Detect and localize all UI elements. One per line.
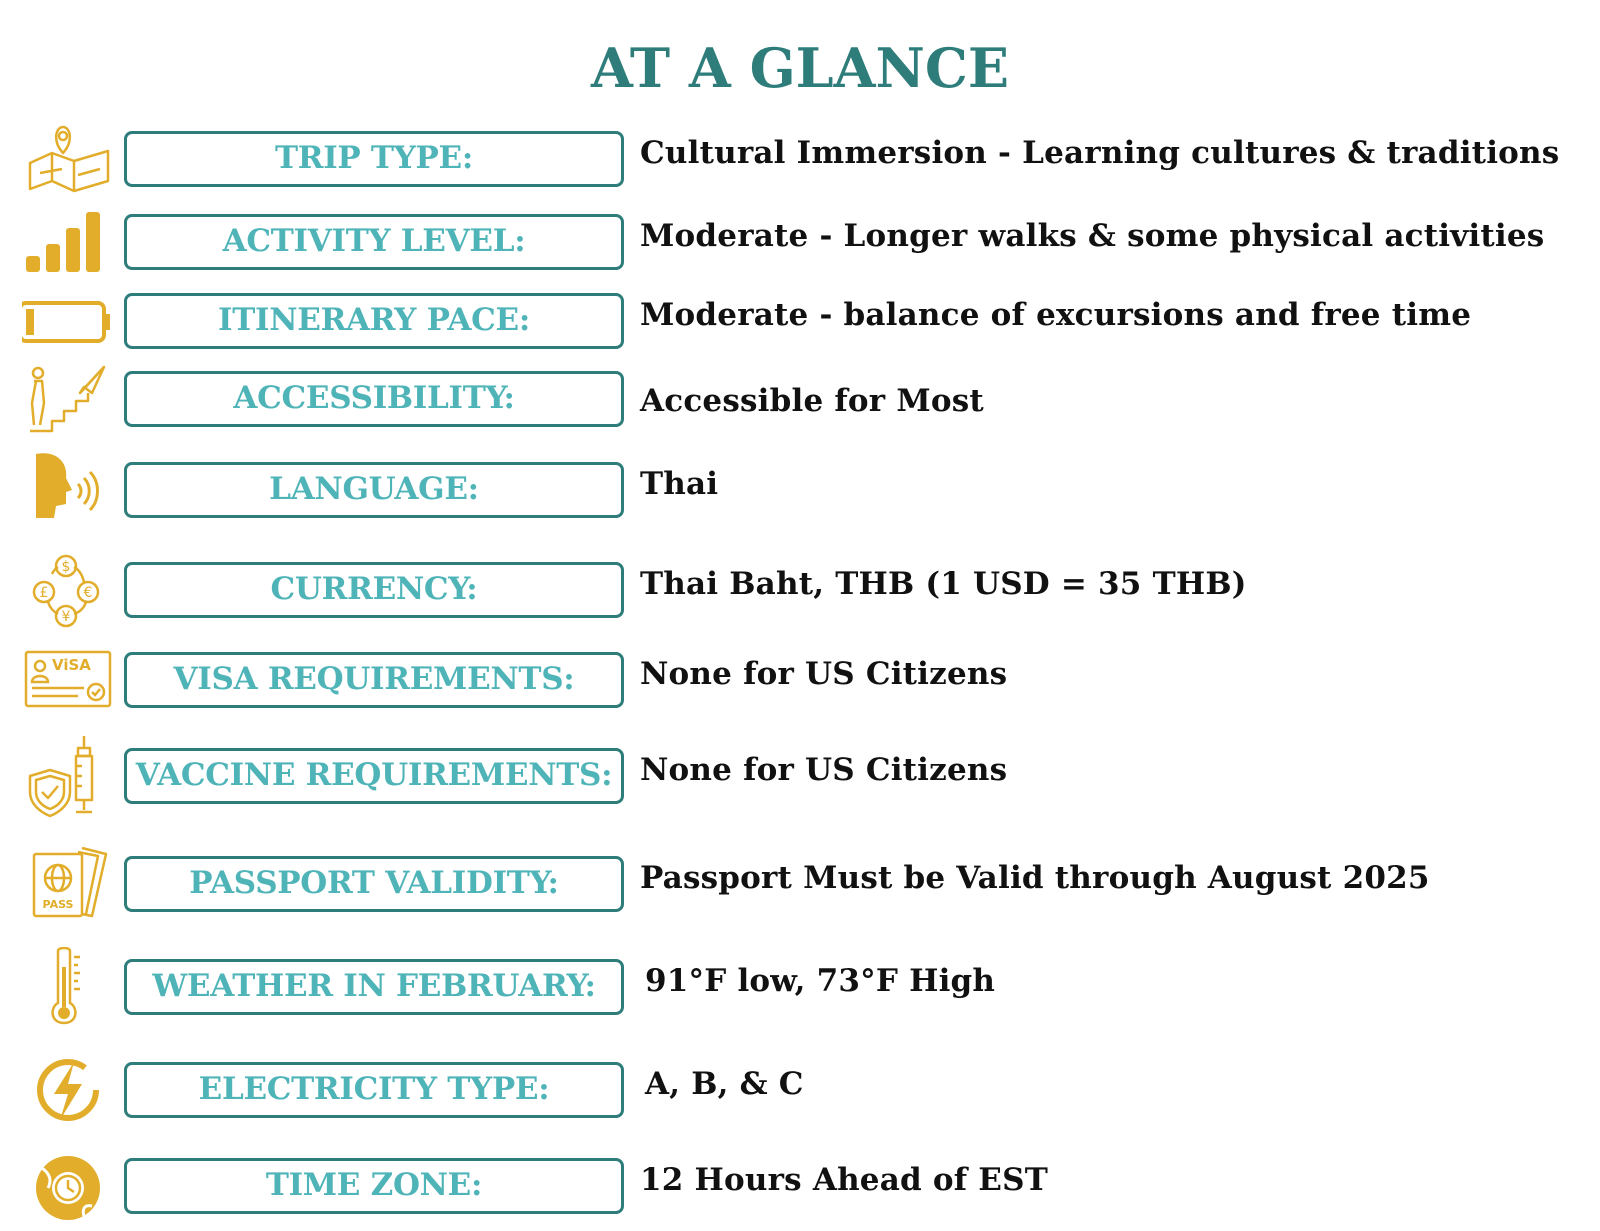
label-box (124, 131, 624, 187)
label-box (124, 293, 624, 349)
row-value: Moderate - balance of excursions and free time (640, 297, 1472, 333)
info-row-passport (0, 856, 1600, 916)
row-value: None for US Citizens (640, 752, 1008, 788)
label-box (124, 371, 624, 427)
passport-icon (22, 842, 114, 922)
info-row-itinerary-pace (0, 293, 1600, 353)
info-row-weather (0, 959, 1600, 1019)
info-row-language (0, 462, 1600, 522)
thermometer-icon (22, 947, 114, 1027)
info-row-activity-level (0, 214, 1600, 274)
svg-text:$: $ (61, 559, 71, 575)
row-label: ELECTRICITY TYPE: (198, 1071, 550, 1107)
stairs-climber-icon (22, 363, 114, 439)
lightning-icon (22, 1052, 114, 1128)
svg-text:ViSA: ViSA (52, 656, 91, 674)
row-label: VISA REQUIREMENTS: (173, 661, 575, 697)
label-box (124, 214, 624, 270)
label-box (124, 562, 624, 618)
label-box (124, 856, 624, 912)
row-value: A, B, & C (645, 1066, 804, 1102)
row-label: CURRENCY: (270, 571, 478, 607)
row-value: Thai (640, 466, 719, 502)
visa-card-icon (22, 644, 114, 720)
signal-bars-icon (22, 206, 114, 282)
label-box (124, 462, 624, 518)
row-value: Cultural Immersion - Learning cultures & traditions (640, 135, 1560, 171)
row-label: ACCESSIBILITY: (233, 380, 515, 416)
row-value: Thai Baht, THB (1 USD = 35 THB) (640, 566, 1247, 602)
row-value: 91°F low, 73°F High (645, 963, 996, 999)
row-label: WEATHER IN FEBRUARY: (152, 968, 596, 1004)
info-row-electricity (0, 1062, 1600, 1122)
info-row-time-zone (0, 1158, 1600, 1218)
speaking-head-icon (22, 450, 114, 526)
info-row-visa (0, 652, 1600, 712)
row-value: 12 Hours Ahead of EST (640, 1162, 1048, 1198)
page-title: AT A GLANCE (590, 36, 1010, 100)
row-label: ACTIVITY LEVEL: (222, 223, 526, 259)
label-box (124, 652, 624, 708)
label-box (124, 959, 624, 1015)
info-row-currency (0, 559, 1600, 625)
globe-clock-icon (22, 1150, 114, 1226)
info-row-vaccine (0, 748, 1600, 808)
label-box (124, 748, 624, 804)
row-label: TIME ZONE: (265, 1167, 483, 1203)
row-label: PASSPORT VALIDITY: (189, 865, 559, 901)
row-value: Accessible for Most (640, 383, 984, 419)
currency-exchange-icon (22, 554, 114, 630)
row-label: VACCINE REQUIREMENTS: (135, 757, 613, 793)
battery-icon (22, 285, 114, 361)
row-label: LANGUAGE: (269, 471, 479, 507)
map-pin-icon (22, 123, 114, 199)
info-row-accessibility (0, 371, 1600, 431)
row-value: None for US Citizens (640, 656, 1008, 692)
row-value: Passport Must be Valid through August 2025 (640, 860, 1430, 896)
svg-text:£: £ (39, 585, 49, 601)
info-row-trip-type (0, 131, 1600, 191)
label-box (124, 1158, 624, 1214)
vaccine-shield-icon (22, 734, 114, 824)
label-box (124, 1062, 624, 1118)
svg-text:€: € (83, 585, 93, 601)
svg-text:¥: ¥ (61, 609, 71, 625)
svg-text:PASS: PASS (42, 898, 74, 911)
row-value: Moderate - Longer walks & some physical activities (640, 218, 1545, 254)
row-label: ITINERARY PACE: (218, 302, 530, 338)
row-label: TRIP TYPE: (274, 140, 474, 176)
